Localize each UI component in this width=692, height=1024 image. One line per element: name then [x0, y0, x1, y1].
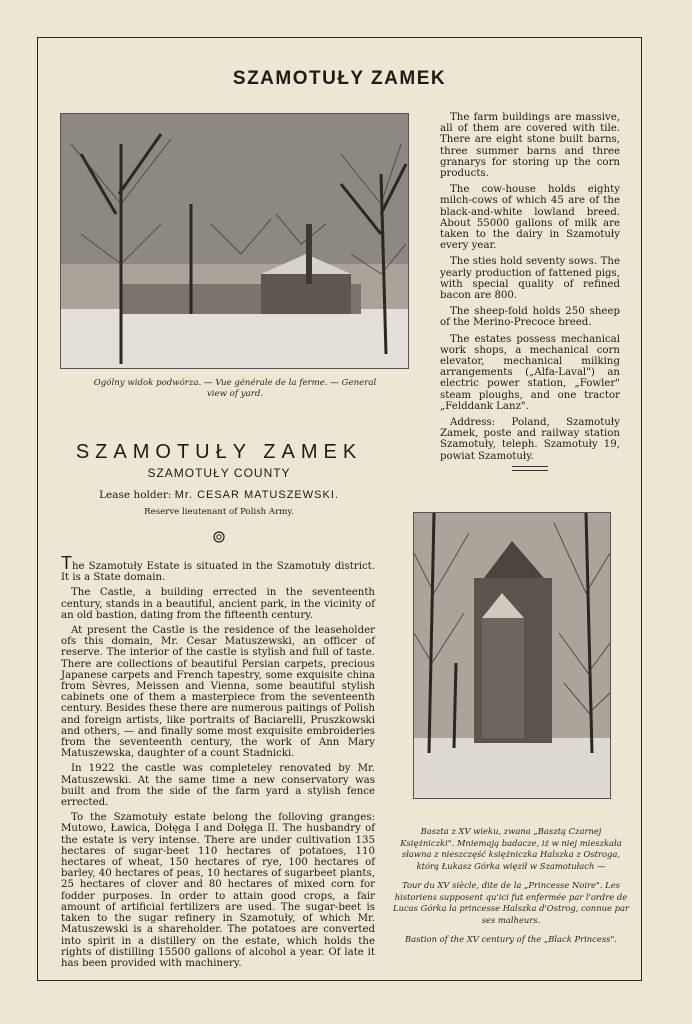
lease-name: Mr. CESAR MATUSZEWSKI.: [174, 489, 339, 501]
paragraph: The sheep-fold holds 250 sheep of the Merino-Precoce breed.: [440, 306, 620, 329]
paragraph: Address: Poland, Szamotuły Zamek, poste and railway station Szamotuły, teleph. Szamotuły 19, powiat Szamotuły.: [440, 417, 620, 462]
estate-title: SZAMOTUŁY ZAMEK: [75, 441, 363, 463]
tower-photo-caption: [393, 826, 629, 954]
caption-french: Tour du XV siècle, dite de la „Princesse Noire". Les historiens supposent qu'ici fut enfermée par l'ordre de Lucas Górka la princesse Halszka d'Ostrog, connue par ses malheurs.: [393, 880, 629, 925]
tower-photo: [413, 512, 611, 799]
paragraph: The sties hold seventy sows. The yearly production of fattened pigs, with special quality of refined bacon are 800.: [440, 256, 620, 302]
left-body-text: [61, 553, 375, 973]
yard-photo-caption: Ogólny widok podwórza. — Vue générale de la ferme. — General view of yard.: [93, 378, 377, 399]
yard-photo: [60, 113, 409, 369]
lease-holder: [60, 489, 378, 501]
caption-english: Bastion of the XV century of the „Black Princess".: [405, 934, 617, 944]
lease-label: Lease holder:: [99, 489, 172, 501]
circle-ornament-icon: [212, 530, 226, 544]
paragraph: The Castle, a building errected in the seventeenth century, stands in a beautiful, ancient park, in the vicinity of an old bastion, dating from the fifteenth century.: [61, 587, 375, 621]
paragraph: At present the Castle is the residence of the leaseholder ofs this domain, Mr. Cesar Matuszewski, an officer of reserve. The interior of the castle is stylish and full of taste. There are collections of beautiful Persian carpets, precious Japanese carpets and French tapestry, some exquisite china from Sèvres, Meissen and Vienna, some beautiful stylish cabinets one of them a masterpiece from the seventeenth century. Besides these there are numerous paitings of Polish and foreign artists, like portraits of Baciarelli, Pruszkowski and others, — and finally some most exquisite embroideries from the seventeenth century, the work of Ann Mary Matuszewska, daughter of a count Stadnicki.: [61, 625, 375, 760]
paragraph: The Szamotuły Estate is situated in the Szamotuły district. It is a State domain.: [61, 553, 375, 584]
divider-rule: [512, 466, 548, 471]
paragraph: The cow-house holds eighty milch-cows of which 45 are of the black-and-white lowland breed. About 55000 gallons of milk are taken to the dairy in Szamotuły every year.: [440, 184, 620, 252]
paragraph: The farm buildings are massive, all of them are covered with tile. There are eight stone built barns, three summer barns and three granarys for storing up the corn products.: [440, 112, 620, 180]
page-title: SZAMOTUŁY ZAMEK: [232, 68, 447, 89]
dropcap: T: [61, 553, 72, 573]
paragraph: The estates possess mechanical work shops, a mechanical corn elevator, mechanical milking arrangements („Alfa-Laval") an electric power station, „Fowler" steam ploughs, and one tractor „Felddank Lanz".: [440, 333, 620, 412]
right-body-text: [440, 112, 620, 467]
paragraph: In 1922 the castle was completeley renovated by Mr. Matuszewski. At the same time a new conservatory was built and from the side of the farm yard a stylish fence errected.: [61, 763, 375, 809]
paragraph: To the Szamotuły estate belong the folloving granges: Mutowo, Ławica, Dołęga I and Dołęga II. The husbandry of the estate is very intense. There are under cultivation 135 hectares of sugar-beet 110 hectares of potatoes, 110 hectares of wheat, 150 hectares of rye, 100 hectares of barley, 40 hectares of peas, 10 hectares of sugarbeet plants, 25 hectares of clover and 80 hectares of mixed corn for fodder purposes. In order to attain good crops, a fair amount of artificial fertilizers are used. The sugar-beet is taken to the sugar refinery in Szamotuły, of which Mr. Matuszewski is a shareholder. The potatoes are converted into spirit in a distillery on the estate, which holds the rights of distilling 15500 gallons of alcohol a year. Of late it has been provided with machinery.: [61, 812, 375, 969]
county-title: SZAMOTUŁY COUNTY: [147, 466, 291, 480]
reserve-note: Reserve lieutenant of Polish Army.: [144, 507, 294, 517]
caption-polish: Baszta z XV wieku, zwana „Basztą Czarnej Księżniczki". Mniemają badacze, iż w niej mieszkała sławna z nieszczęść księżniczka Halszka z Ostroga, którą Łukasz Górka więził w Szamotułach —: [400, 826, 622, 871]
